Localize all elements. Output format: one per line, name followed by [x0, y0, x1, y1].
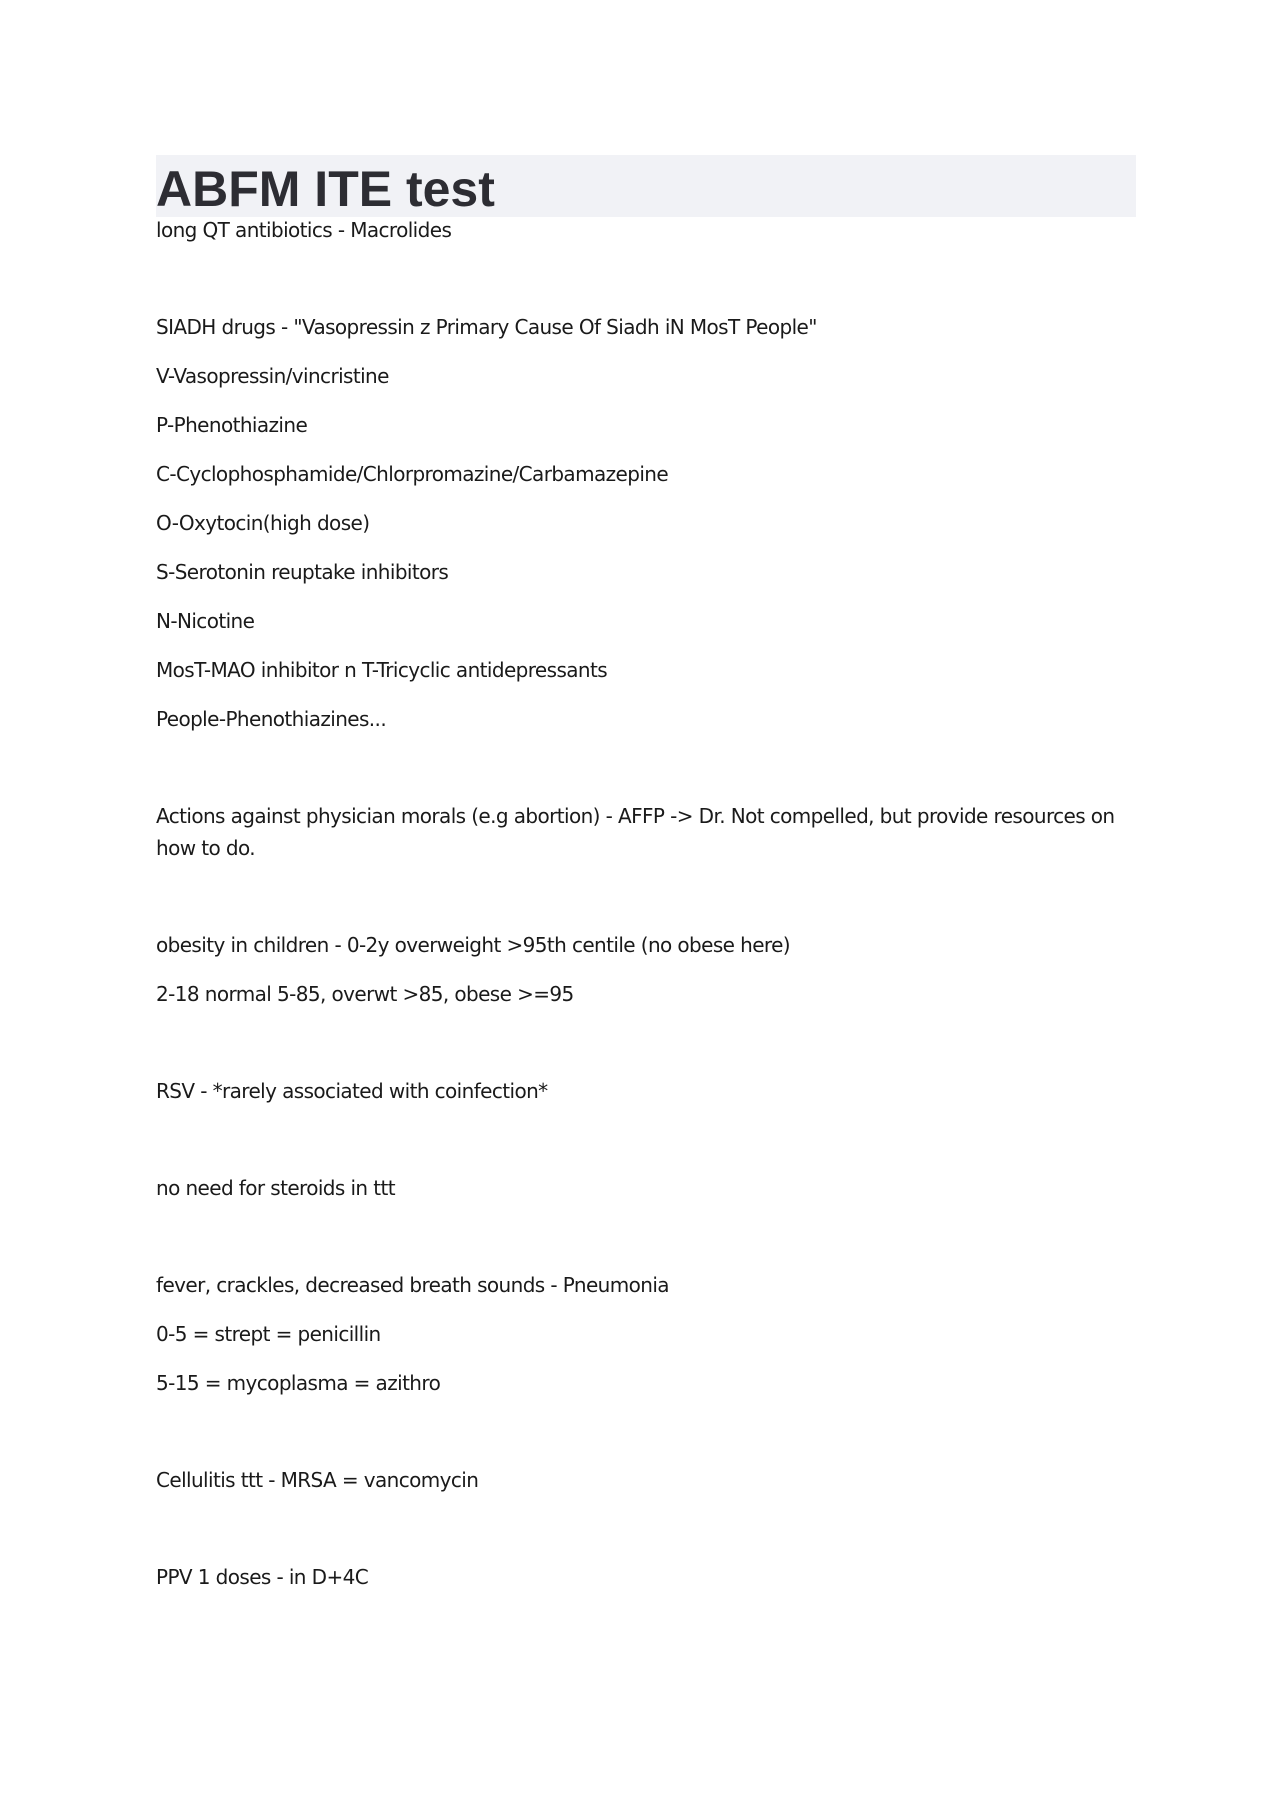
- text-line: PPV 1 doses - in D+4C: [156, 1565, 369, 1589]
- section-siadh: [156, 311, 1136, 735]
- text-line: SIADH drugs - "Vasopressin z Primary Cause Of Siadh iN MosT People": [156, 315, 817, 339]
- text-line: RSV - *rarely associated with coinfection*: [156, 1079, 548, 1103]
- text-line: obesity in children - 0-2y overweight >95th centile (no obese here): [156, 933, 790, 957]
- document-page: [156, 155, 1136, 1593]
- text-line: N-Nicotine: [156, 609, 255, 633]
- text-line: P-Phenothiazine: [156, 413, 308, 437]
- section-obesity: [156, 929, 1136, 1010]
- section-steroids: [156, 1172, 1136, 1204]
- text-line: no need for steroids in ttt: [156, 1176, 395, 1200]
- text-line: 0-5 = strept = penicillin: [156, 1322, 381, 1346]
- section-cellulitis: [156, 1464, 1136, 1496]
- section-pneumonia: [156, 1269, 1136, 1399]
- text-line: 2-18 normal 5-85, overwt >85, obese >=95: [156, 982, 574, 1006]
- text-line: fever, crackles, decreased breath sounds - Pneumonia: [156, 1273, 669, 1297]
- text-line: long QT antibiotics - Macrolides: [156, 218, 452, 242]
- text-line: Actions against physician morals (e.g abortion) - AFFP -> Dr. Not compelled, but provide resources on how to do.: [156, 804, 1115, 860]
- text-line: C-Cyclophosphamide/Chlorpromazine/Carbamazepine: [156, 462, 669, 486]
- title-bar: [156, 155, 1136, 217]
- text-line: S-Serotonin reuptake inhibitors: [156, 560, 449, 584]
- text-line: People-Phenothiazines...: [156, 707, 387, 731]
- text-line: MosT-MAO inhibitor n T-Tricyclic antidepressants: [156, 658, 608, 682]
- text-line: V-Vasopressin/vincristine: [156, 364, 389, 388]
- text-line: 5-15 = mycoplasma = azithro: [156, 1371, 441, 1395]
- section-physician-morals: [156, 800, 1136, 864]
- text-line: O-Oxytocin(high dose): [156, 511, 370, 535]
- text-line: Cellulitis ttt - MRSA = vancomycin: [156, 1468, 479, 1492]
- document-title: ABFM ITE test: [156, 161, 495, 217]
- section-ppv: [156, 1561, 1136, 1593]
- section-rsv: [156, 1075, 1136, 1107]
